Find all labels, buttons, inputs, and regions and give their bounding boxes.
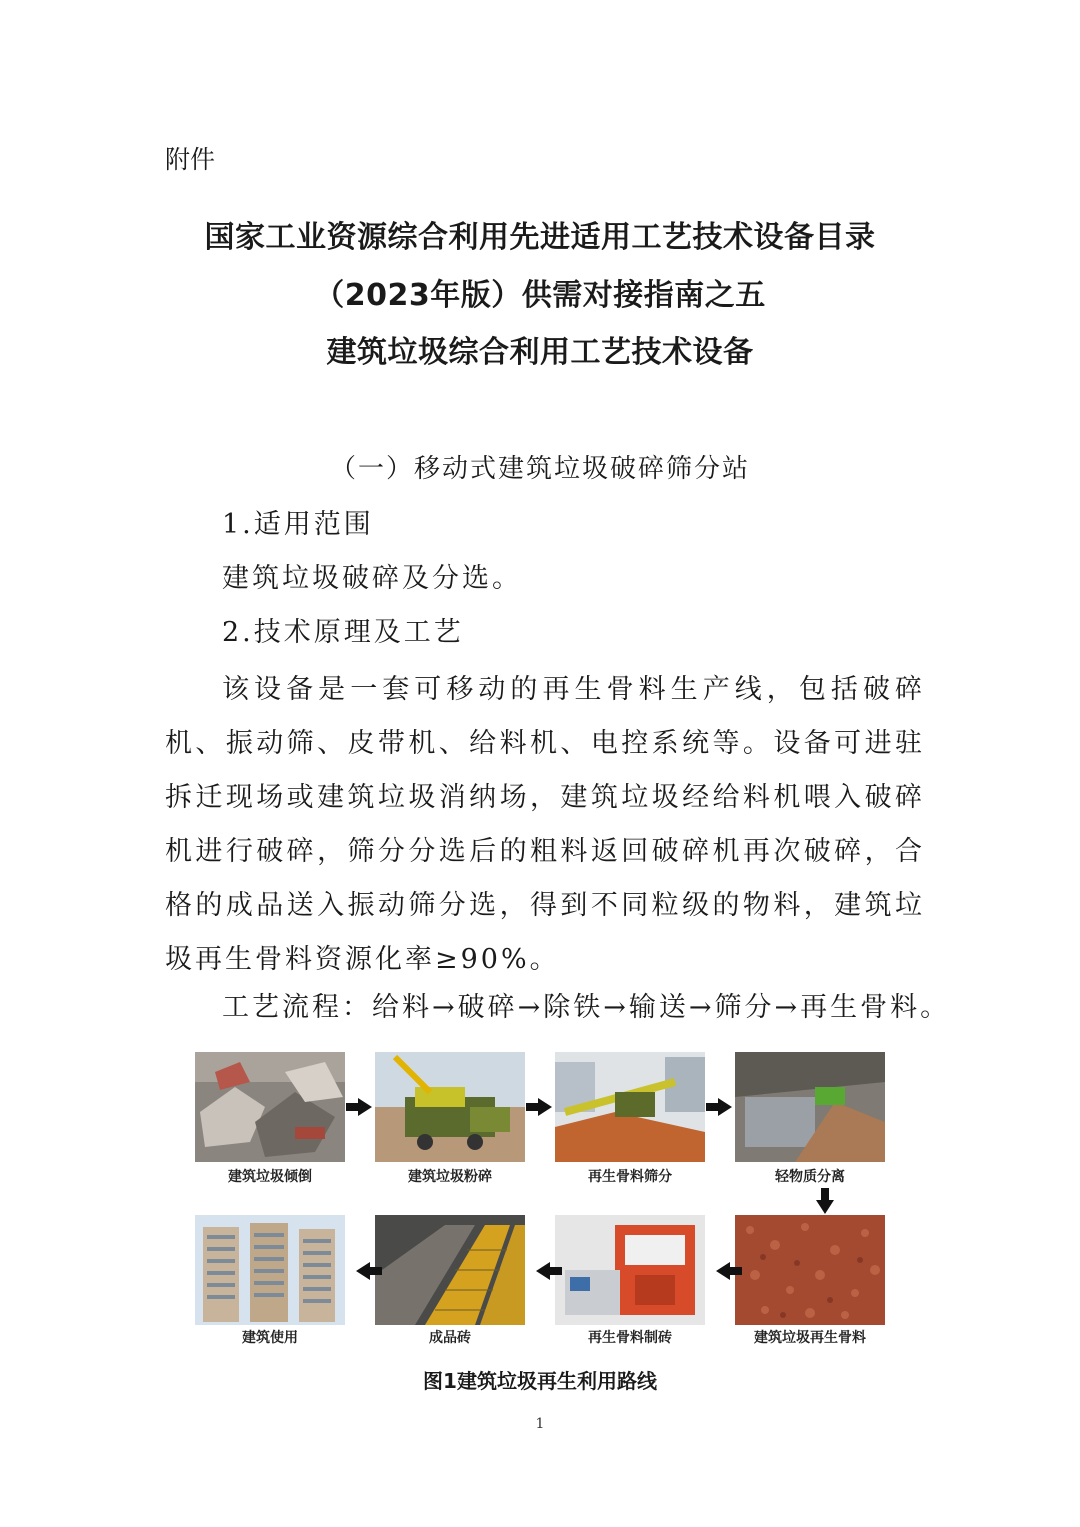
arrow-left-icon <box>536 1262 550 1280</box>
arrow-left-icon <box>356 1262 370 1280</box>
scope-text: 建筑垃圾破碎及分选。 <box>222 563 522 594</box>
attachment-label: 附件 <box>165 145 216 174</box>
photo-demolition-waste <box>195 1052 345 1162</box>
recycling-route-figure <box>195 1050 885 1345</box>
section-heading: （一）移动式建筑垃圾破碎筛分站 <box>329 454 750 484</box>
photo-waste-crushing <box>375 1052 525 1162</box>
page-title-line3: 建筑垃圾综合利用工艺技术设备 <box>326 335 754 370</box>
figure-caption: 图1建筑垃圾再生利用路线 <box>423 1369 657 1393</box>
photo-light-material-separation <box>735 1052 885 1162</box>
arrow-left-icon <box>716 1262 730 1280</box>
page-number: 1 <box>535 1416 545 1432</box>
process-flow: 工艺流程：给料→破碎→除铁→输送→筛分→再生骨料。 <box>222 992 951 1023</box>
page-title-line1: 国家工业资源综合利用先进适用工艺技术设备目录 <box>204 220 876 255</box>
caption-recycled-aggregate: 建筑垃圾再生骨料 <box>754 1330 866 1346</box>
caption-dumping: 建筑垃圾倾倒 <box>228 1169 312 1185</box>
photo-aggregate-screening <box>555 1052 705 1162</box>
arrow-right-icon <box>358 1098 372 1116</box>
tech-heading: 2.技术原理及工艺 <box>222 617 464 648</box>
caption-separation: 轻物质分离 <box>775 1169 845 1185</box>
tech-paragraph: 该设备是一套可移动的再生骨料生产线，包括破碎机、振动筛、皮带机、给料机、电控系统等。设备可进驻拆迁现场或建筑垃圾消纳场，建筑垃圾经给料机喂入破碎机进行破碎，筛分分选后的粗料返回破碎机再次破碎，合格的成品送入振动筛分选，得到不同粒级的物料，建筑垃圾再生骨料资源化率≥90%。 <box>165 674 925 975</box>
arrow-down-icon <box>816 1200 834 1214</box>
photo-recycled-aggregate <box>735 1215 885 1325</box>
caption-building-use: 建筑使用 <box>242 1330 298 1346</box>
caption-finished-bricks: 成品砖 <box>429 1330 471 1346</box>
scope-heading: 1.适用范围 <box>222 509 374 540</box>
arrow-right-icon <box>718 1098 732 1116</box>
caption-screening: 再生骨料筛分 <box>588 1169 672 1185</box>
caption-crushing: 建筑垃圾粉碎 <box>408 1169 492 1185</box>
photo-finished-bricks <box>375 1215 525 1325</box>
photo-brick-making <box>555 1215 705 1325</box>
page-title-line2: （2023年版）供需对接指南之五 <box>314 278 766 313</box>
caption-brick-making: 再生骨料制砖 <box>588 1330 672 1346</box>
photo-building-use <box>195 1215 345 1325</box>
arrow-right-icon <box>538 1098 552 1116</box>
